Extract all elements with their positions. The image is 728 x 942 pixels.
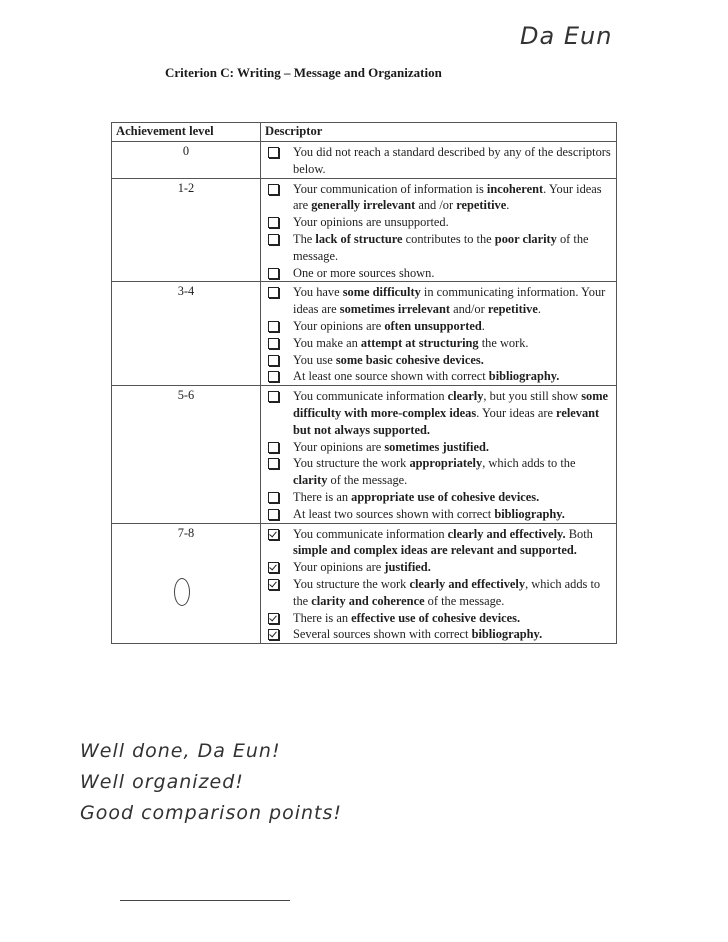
descriptor-text — [293, 144, 612, 178]
descriptor-item — [266, 368, 612, 385]
descriptor-text-part: and/or — [450, 302, 488, 317]
descriptor-text — [293, 626, 612, 643]
descriptor-cell — [261, 178, 617, 282]
descriptor-bold-text: often unsupported — [384, 318, 482, 333]
checkbox-icon — [268, 391, 279, 402]
descriptor-item — [266, 265, 612, 282]
descriptor-item — [266, 489, 612, 506]
checkbox-icon — [268, 338, 279, 349]
descriptor-text-part: You structure the work — [293, 576, 410, 591]
descriptor-text — [293, 489, 612, 506]
checkbox-icon — [268, 287, 279, 298]
descriptor-bold-text: simple and complex ideas are relevant and supported. — [293, 543, 577, 558]
descriptor-text-part: One or more sources shown. — [293, 265, 435, 280]
descriptor-bold-text: clearly — [447, 389, 484, 404]
descriptor-item — [266, 526, 612, 560]
descriptor-bold-text: some basic cohesive devices. — [335, 352, 484, 367]
rubric-row — [112, 386, 617, 523]
descriptor-bold-text: clearly and effectively. — [447, 526, 566, 541]
checkbox-icon — [268, 321, 279, 332]
signature-line — [120, 900, 290, 901]
descriptor-text — [293, 526, 612, 560]
descriptor-item — [266, 231, 612, 265]
checked-checkbox-icon — [268, 529, 279, 540]
descriptor-text-part: and /or — [415, 198, 457, 213]
header-descriptor: Descriptor — [261, 123, 617, 142]
descriptor-item — [266, 284, 612, 318]
descriptor-text-part: of the message. — [293, 231, 589, 263]
checkbox-icon — [268, 371, 279, 382]
checked-checkbox-icon — [268, 562, 279, 573]
descriptor-cell — [261, 523, 617, 644]
descriptor-text-part: You structure the work — [293, 456, 410, 471]
descriptor-text-part: Your opinions are unsupported. — [293, 215, 449, 230]
descriptor-item — [266, 214, 612, 231]
descriptor-text — [293, 181, 612, 215]
descriptor-item — [266, 506, 612, 523]
descriptor-item — [266, 455, 612, 489]
descriptor-text-part: . Your ideas are — [476, 405, 557, 420]
descriptor-bold-text: bibliography. — [494, 506, 565, 521]
descriptor-bold-text: poor clarity — [494, 231, 557, 246]
checkbox-icon — [268, 442, 279, 453]
descriptor-item — [266, 576, 612, 610]
descriptor-text — [293, 559, 612, 576]
descriptor-bold-text: justified. — [384, 560, 431, 575]
descriptor-bold-text: appropriately — [409, 456, 483, 471]
descriptor-text-part: You use — [293, 352, 336, 367]
descriptor-text-part: There is an — [293, 610, 352, 625]
descriptor-text — [293, 388, 612, 438]
descriptor-bold-text: clarity and coherence — [311, 593, 425, 608]
descriptor-text-part: , but you still show — [483, 389, 582, 404]
descriptor-text-part: . — [537, 302, 541, 317]
checked-checkbox-icon — [268, 629, 279, 640]
checked-checkbox-icon — [268, 613, 279, 624]
descriptor-text-part: contributes to the — [402, 231, 495, 246]
descriptor-cell — [261, 282, 617, 386]
descriptor-bold-text: repetitive — [456, 198, 507, 213]
descriptor-bold-text: bibliography. — [471, 627, 543, 642]
descriptor-text — [293, 576, 612, 610]
descriptor-text-part: Several sources shown with correct — [293, 627, 472, 642]
descriptor-text-part: Your opinions are — [293, 318, 385, 333]
checked-checkbox-icon — [268, 579, 279, 590]
descriptor-text — [293, 368, 612, 385]
descriptor-text-part: There is an — [293, 489, 352, 504]
descriptor-item — [266, 318, 612, 335]
descriptor-bold-text: sometimes irrelevant — [339, 302, 450, 317]
descriptor-text-part: You communicate information — [293, 526, 448, 541]
descriptor-text — [293, 506, 612, 523]
descriptor-bold-text: repetitive — [487, 302, 538, 317]
descriptor-bold-text: sometimes justified. — [384, 439, 489, 454]
descriptor-bold-text: relevant but not always supported. — [293, 405, 600, 437]
achievement-level: 1-2 — [112, 178, 261, 282]
rubric-row — [112, 142, 617, 179]
descriptor-item — [266, 388, 612, 438]
rubric-header-row — [112, 123, 617, 142]
descriptor-text-part: At least one source shown with correct — [293, 369, 489, 384]
descriptor-text-part: of the message. — [424, 593, 505, 608]
checkbox-icon — [268, 147, 279, 158]
descriptor-item — [266, 335, 612, 352]
descriptor-item — [266, 559, 612, 576]
descriptor-text-part: the work. — [478, 335, 529, 350]
descriptor-text — [293, 352, 612, 369]
achievement-level: 3-4 — [112, 282, 261, 386]
descriptor-bold-text: lack of structure — [315, 231, 403, 246]
descriptor-item — [266, 181, 612, 215]
descriptor-bold-text: attempt at structuring — [360, 335, 479, 350]
comment-line: Good comparison points! — [80, 802, 343, 824]
descriptor-text-part: . Your ideas are — [293, 181, 602, 213]
descriptor-bold-text: generally irrelevant — [311, 198, 416, 213]
descriptor-text — [293, 455, 612, 489]
checkbox-icon — [268, 184, 279, 195]
achievement-level: 5-6 — [112, 386, 261, 523]
descriptor-text — [293, 439, 612, 456]
selected-level-circle — [174, 578, 190, 606]
descriptor-cell — [261, 386, 617, 523]
descriptor-cell — [261, 142, 617, 179]
descriptor-bold-text: some difficulty with more-complex ideas — [293, 389, 609, 420]
descriptor-text-part: Your communication of information is — [293, 181, 487, 196]
teacher-comments — [80, 736, 342, 829]
descriptor-text-part: , which adds to the — [293, 576, 601, 608]
descriptor-text-part: . — [506, 198, 510, 213]
descriptor-text — [293, 284, 612, 318]
descriptor-item — [266, 439, 612, 456]
comment-line: Well organized! — [80, 771, 244, 793]
descriptor-item — [266, 610, 612, 627]
student-name-handwritten: Da Eun — [520, 22, 613, 50]
checkbox-icon — [268, 268, 279, 279]
descriptor-item — [266, 144, 612, 178]
checkbox-icon — [268, 234, 279, 245]
checkbox-icon — [268, 355, 279, 366]
descriptor-text-part: Your opinions are — [293, 439, 385, 454]
page-title: Criterion C: Writing – Message and Organization — [165, 65, 442, 80]
descriptor-bold-text: bibliography. — [488, 369, 560, 384]
descriptor-bold-text: appropriate use of cohesive devices. — [351, 489, 540, 504]
comment-line: Well done, Da Eun! — [80, 740, 281, 762]
rubric-row — [112, 178, 617, 282]
descriptor-text-part: of the message. — [327, 473, 408, 488]
descriptor-text — [293, 265, 612, 282]
descriptor-bold-text: incoherent — [486, 181, 544, 196]
achievement-level: 7-8 — [112, 523, 261, 644]
descriptor-bold-text: clarity — [293, 473, 328, 488]
descriptor-bold-text: clearly and effectively — [409, 576, 526, 591]
descriptor-text-part: The — [293, 231, 316, 246]
descriptor-text-part: You make an — [293, 335, 361, 350]
rubric-table — [111, 122, 617, 644]
descriptor-text-part: You communicate information — [293, 389, 448, 404]
descriptor-text — [293, 231, 612, 265]
header-achievement-level: Achievement level — [112, 123, 261, 142]
descriptor-text-part: . — [481, 318, 485, 333]
descriptor-text — [293, 214, 612, 231]
descriptor-text-part: You did not reach a standard described by any of the descriptors below. — [293, 145, 611, 176]
descriptor-text-part: Both — [565, 526, 593, 541]
checkbox-icon — [268, 458, 279, 469]
descriptor-text — [293, 318, 612, 335]
descriptor-text-part: in communicating information. Your ideas are — [293, 285, 606, 317]
descriptor-item — [266, 626, 612, 643]
descriptor-text — [293, 335, 612, 352]
descriptor-text-part: You have — [293, 285, 343, 300]
checkbox-icon — [268, 492, 279, 503]
descriptor-text-part: At least two sources shown with correct — [293, 506, 495, 521]
rubric-row — [112, 282, 617, 386]
checkbox-icon — [268, 217, 279, 228]
descriptor-text-part: Your opinions are — [293, 560, 385, 575]
descriptor-text-part: , which adds to the — [482, 456, 576, 471]
descriptor-item — [266, 352, 612, 369]
descriptor-text — [293, 610, 612, 627]
checkbox-icon — [268, 509, 279, 520]
achievement-level: 0 — [112, 142, 261, 179]
descriptor-bold-text: effective use of cohesive devices. — [351, 610, 521, 625]
descriptor-bold-text: some difficulty — [342, 285, 421, 300]
